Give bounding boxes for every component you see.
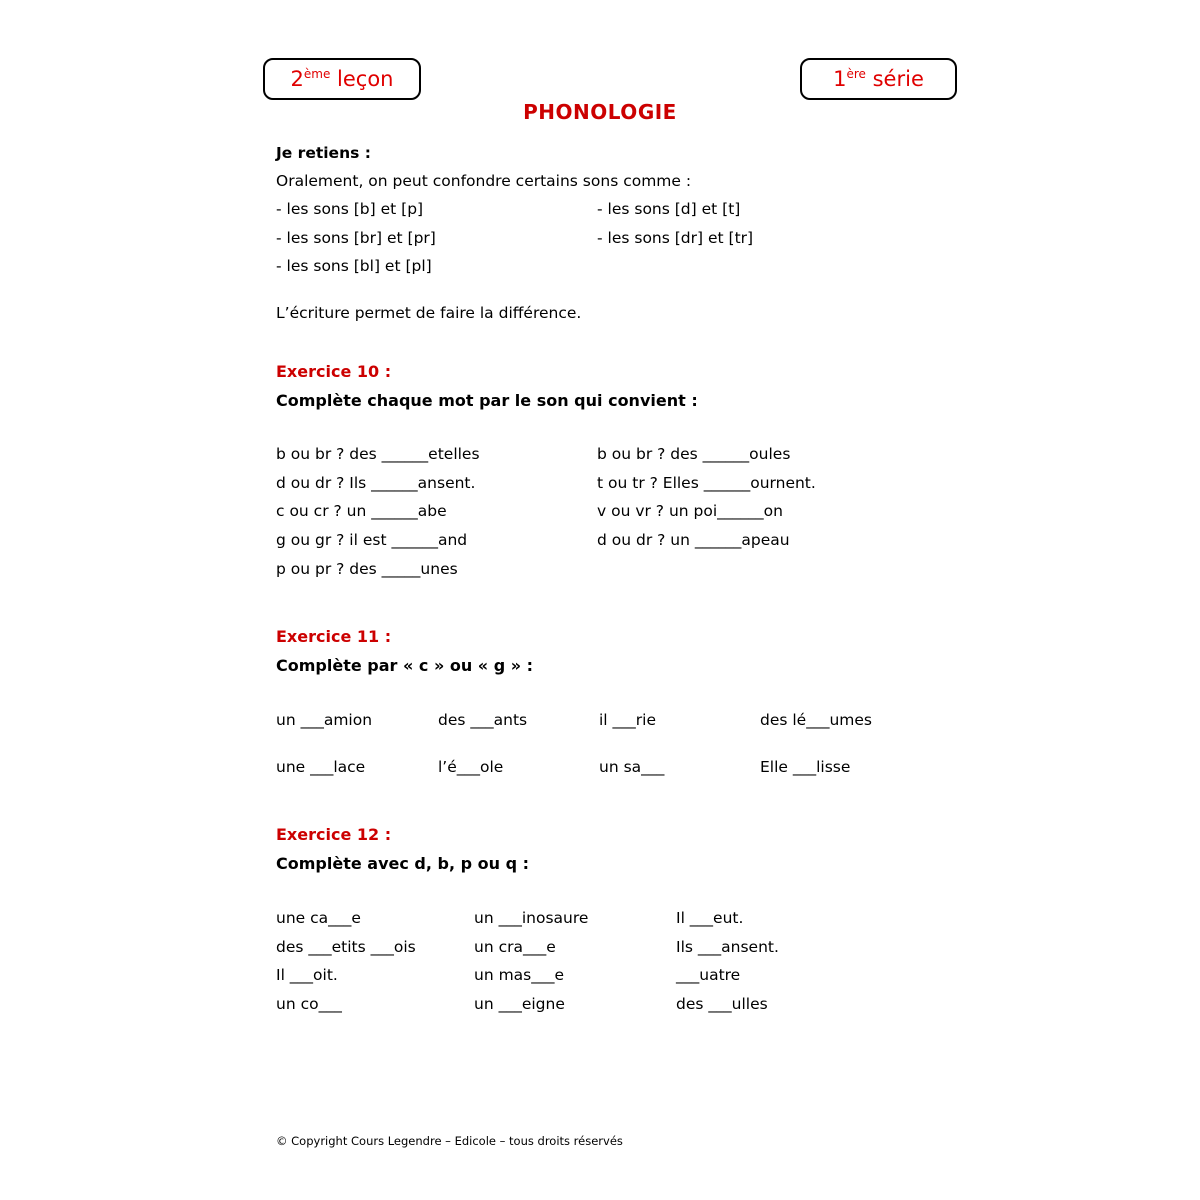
lesson-intro-text: Oralement, on peut confondre certains sons comme : <box>276 172 692 190</box>
exercise-10-heading: Exercice 10 : <box>276 362 392 381</box>
exercise-12-row-0-col-2: Il ___eut. <box>676 909 744 927</box>
exercise-11-row-1-col-3: Elle ___lisse <box>760 758 851 776</box>
exercise-11-row-0-col-0: un ___amion <box>276 711 373 729</box>
exercise-10-right-item-2: v ou vr ? un poi______on <box>597 502 783 520</box>
exercise-12-row-3-col-2: des ___ulles <box>676 995 768 1013</box>
exercise-12-row-0-col-0: une ca___e <box>276 909 361 927</box>
sound-pair-right-1: - les sons [dr] et [tr] <box>597 229 754 247</box>
series-badge-number: 1 <box>833 67 847 91</box>
lesson-badge-number: 2 <box>290 67 304 91</box>
exercise-10-left-item-1: d ou dr ? Ils ______ansent. <box>276 474 476 492</box>
exercise-12-row-0-col-1: un ___inosaure <box>474 909 589 927</box>
series-badge-suffix: ère <box>846 67 866 81</box>
exercise-11-row-1-col-1: l’é___ole <box>438 758 504 776</box>
exercise-10-instruction: Complète chaque mot par le son qui convient : <box>276 391 698 410</box>
sound-pair-left-0: - les sons [b] et [p] <box>276 200 424 218</box>
exercise-11-row-0-col-1: des ___ants <box>438 711 528 729</box>
series-number-badge <box>800 58 957 100</box>
lesson-badge-suffix: ème <box>303 67 331 81</box>
sound-pair-left-2: - les sons [bl] et [pl] <box>276 257 432 275</box>
exercise-10-left-item-0: b ou br ? des ______etelles <box>276 445 480 463</box>
exercise-11-row-0-col-3: des lé___umes <box>760 711 873 729</box>
lesson-number-badge <box>263 58 421 100</box>
exercise-10-left-item-4: p ou pr ? des _____unes <box>276 560 458 578</box>
exercise-10-left-item-3: g ou gr ? il est ______and <box>276 531 468 549</box>
exercise-11-instruction: Complète par « c » ou « g » : <box>276 656 534 675</box>
exercise-12-heading: Exercice 12 : <box>276 825 392 844</box>
series-badge-word: série <box>865 67 924 91</box>
exercise-12-row-2-col-1: un mas___e <box>474 966 565 984</box>
exercise-12-row-2-col-0: Il ___oit. <box>276 966 338 984</box>
exercise-11-row-0-col-2: il ___rie <box>599 711 657 729</box>
exercise-11-heading: Exercice 11 : <box>276 627 392 646</box>
exercise-12-row-1-col-0: des ___etits ___ois <box>276 938 416 956</box>
exercise-10-right-item-1: t ou tr ? Elles ______ournent. <box>597 474 816 492</box>
exercise-10-right-item-3: d ou dr ? un ______apeau <box>597 531 790 549</box>
lesson-badge-text <box>265 60 419 98</box>
exercise-10-right-item-0: b ou br ? des ______oules <box>597 445 791 463</box>
lesson-conclusion-text: L’écriture permet de faire la différence. <box>276 304 582 322</box>
exercise-11-row-1-col-2: un sa___ <box>599 758 665 776</box>
exercise-12-row-2-col-2: ___uatre <box>676 966 741 984</box>
exercise-12-row-1-col-1: un cra___e <box>474 938 556 956</box>
series-badge-text <box>802 60 955 98</box>
page-title: PHONOLOGIE <box>523 100 677 124</box>
copyright-footer: © Copyright Cours Legendre – Edicole – tous droits réservés <box>276 1134 623 1148</box>
lesson-badge-word: leçon <box>330 67 394 91</box>
je-retiens-heading: Je retiens : <box>276 144 371 162</box>
exercise-12-row-3-col-0: un co___ <box>276 995 342 1013</box>
sound-pair-left-1: - les sons [br] et [pr] <box>276 229 436 247</box>
exercise-12-row-3-col-1: un ___eigne <box>474 995 565 1013</box>
exercise-12-row-1-col-2: Ils ___ansent. <box>676 938 779 956</box>
exercise-12-instruction: Complète avec d, b, p ou q : <box>276 854 529 873</box>
exercise-10-left-item-2: c ou cr ? un ______abe <box>276 502 447 520</box>
sound-pair-right-0: - les sons [d] et [t] <box>597 200 741 218</box>
exercise-11-row-1-col-0: une ___lace <box>276 758 366 776</box>
